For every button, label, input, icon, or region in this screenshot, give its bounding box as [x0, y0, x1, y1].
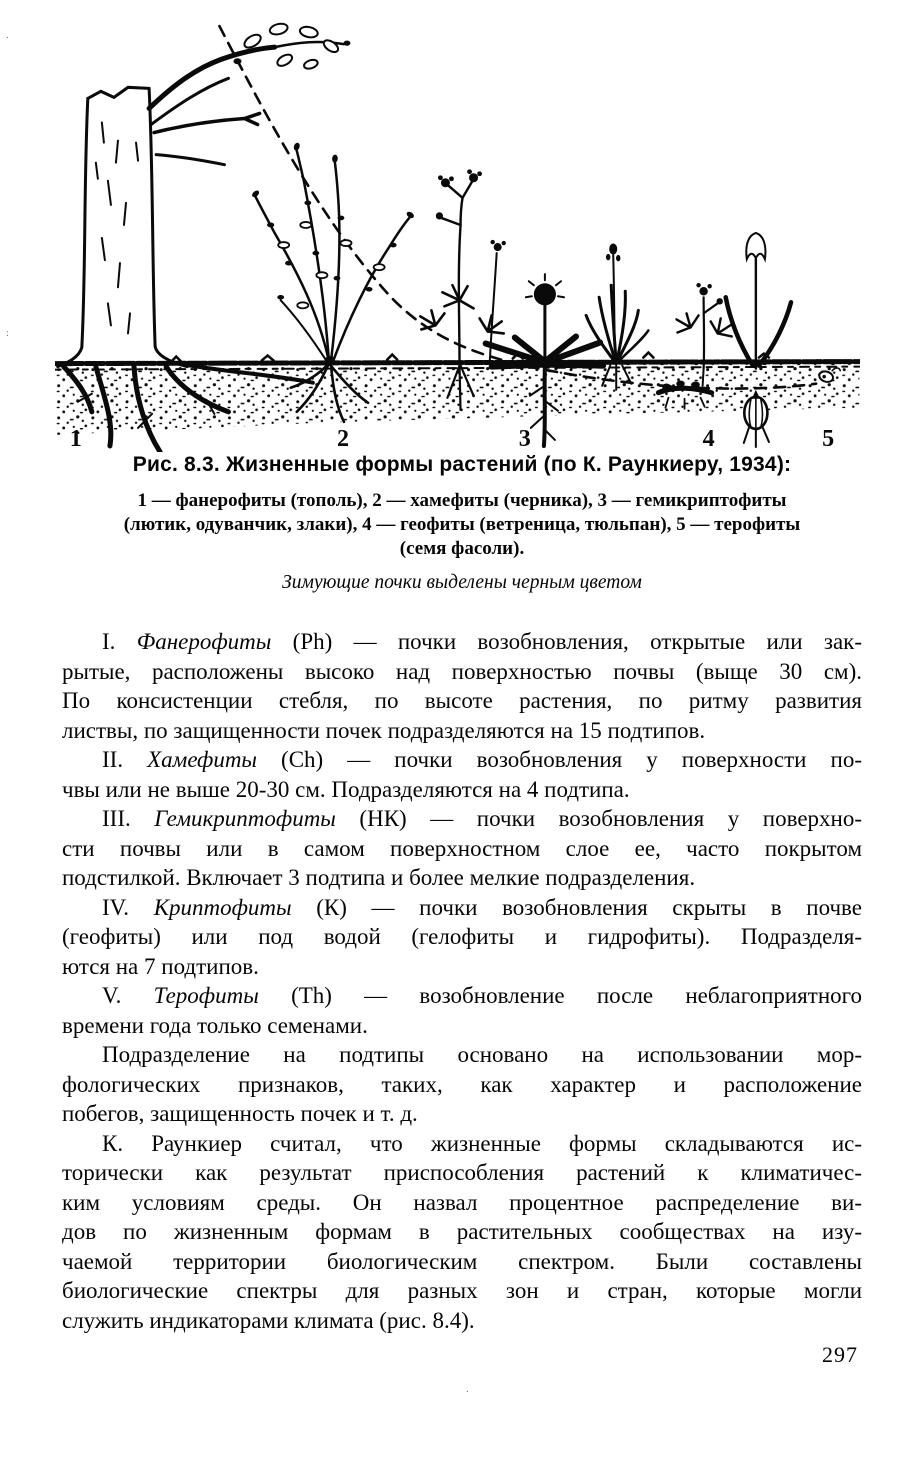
text-line: фологических признаков, таких, как характер и расположение — [62, 1071, 862, 1097]
text-line: торически как результат приспособления растений к климатичес- — [62, 1160, 862, 1185]
text-line: К. Раункиер считал, что жизненные формы складываются ис- — [102, 1130, 862, 1156]
legend-line: (лютик, одуванчик, злаки), 4 — геофиты (ветреница, тюльпан), 5 — терофиты — [123, 514, 801, 535]
paragraph — [62, 893, 862, 982]
text-line: (геофиты) или под водой (гелофиты и гидрофиты). Подразделя- — [62, 924, 862, 949]
figure-label-2: 2 — [336, 425, 349, 452]
paragraph — [62, 627, 862, 745]
text-line: сти почвы или в самом поверхностном слое ее, часто покрытом — [62, 835, 862, 861]
text-line: По консистенции стебля, по высоте растения, по ритму развития — [62, 688, 862, 713]
text-line: биологические спектры для разных зон и стран, которые могли — [62, 1278, 862, 1303]
text-line: I. Фанерофиты (Ph) — почки возобновления, открытые или зак- — [102, 629, 862, 654]
body-text — [62, 627, 862, 1335]
text-line: IV. Криптофиты (К) — почки возобновления скрыты в почве — [102, 894, 862, 920]
page-number: 297 — [822, 1342, 858, 1367]
text-line: служить индикаторами климата (рис. 8.4). — [62, 1307, 475, 1333]
text-line: чаемой территории биологическим спектром. Были составлены — [62, 1248, 862, 1274]
paragraph — [62, 1040, 862, 1129]
scan-artifact: : — [6, 327, 10, 339]
winter-bud-tree — [233, 58, 241, 64]
text-line: дов по жизненным формам в растительных сообществах на изу- — [62, 1219, 862, 1244]
paragraph — [62, 745, 862, 804]
paragraph — [62, 981, 862, 1040]
text-line: листвы, по защищенности почек подразделяются на 15 подтипов. — [62, 717, 706, 743]
text-line: III. Гемикриптофиты (НК) — почки возобновления у поверхно- — [102, 806, 862, 831]
text-line: побегов, защищенность почек и т. д. — [62, 1101, 418, 1126]
figure-caption-note: Зимующие почки выделены черным цветом — [282, 572, 642, 593]
text-line: рытые, расположены высоко над поверхностью почвы (выще 30 см). — [62, 658, 862, 684]
text-line: II. Хамефиты (Ch) — почки возобновления у поверхности по- — [102, 747, 863, 772]
figure-caption-title: Рис. 8.3. Жизненные формы растений (по К. Раункиеру, 1934): — [132, 453, 792, 476]
winter-buds-shrub — [251, 142, 415, 363]
figure-label-5: 5 — [822, 425, 835, 452]
legend-line: 1 — фанерофиты (тополь), 2 — хамефиты (черника), 3 — гемикриптофиты — [137, 490, 787, 511]
text-line: V. Терофиты (Th) — возобновление после неблагоприятного — [102, 983, 862, 1008]
text-line: подстилкой. Включает 3 подтипа и более мелкие подразделения. — [62, 865, 696, 890]
figure-life-forms-illustration — [55, 12, 860, 452]
figure-label-3: 3 — [518, 425, 531, 452]
figure-label-1: 1 — [69, 425, 82, 452]
text-line: времени года только семенами. — [62, 1012, 368, 1038]
figure-label-4: 4 — [702, 425, 715, 452]
geophyte-plants — [658, 233, 791, 447]
paragraph — [62, 1129, 862, 1336]
text-line: чвы или не выше 20-30 см. Подразделяются на 4 подтипа. — [62, 776, 630, 802]
figure-caption-legend — [62, 489, 862, 561]
paragraph — [62, 804, 862, 893]
soil-band — [56, 353, 860, 435]
raunkiaer-diagram — [55, 12, 860, 452]
text-line: Подразделение на подтипы основано на использовании мор- — [102, 1042, 862, 1067]
text-line: ким условиям среды. Он назвал процентное распределение ви- — [62, 1189, 862, 1215]
winter-bud-dandelion — [534, 283, 556, 305]
legend-line: (семя фасоли). — [399, 538, 525, 559]
scan-artifact: . — [6, 29, 9, 41]
text-line: ются на 7 подтипов. — [62, 953, 259, 979]
scan-artifact: . — [466, 1383, 469, 1395]
